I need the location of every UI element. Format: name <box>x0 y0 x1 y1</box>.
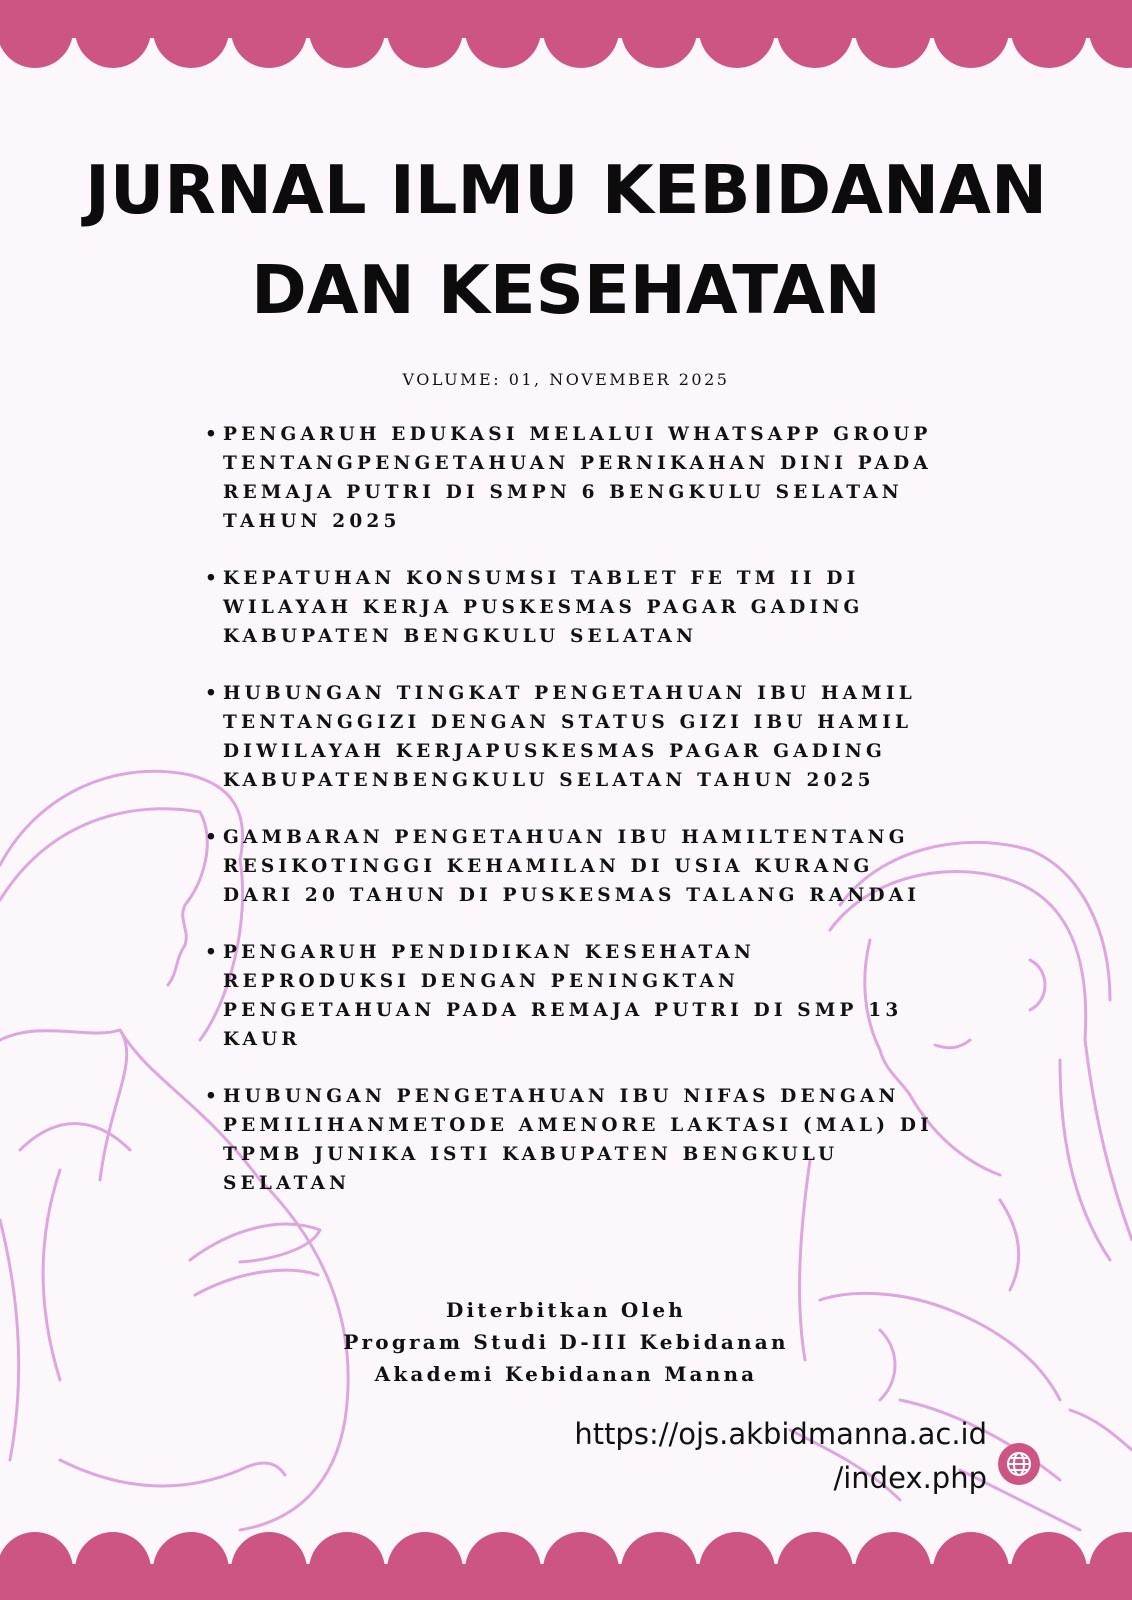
article-list <box>205 420 945 1226</box>
publisher-block <box>0 1294 1132 1390</box>
journal-url[interactable] <box>574 1412 987 1500</box>
article-title: KEPATUHAN KONSUMSI TABLET FE TM II DI WILAYAH KERJA PUSKESMAS PAGAR GADING KABUPATEN BENGKULU SELATAN <box>223 568 864 647</box>
top-scallop-border <box>0 0 1132 70</box>
journal-title-line-1: JURNAL ILMU KEBIDANAN <box>84 151 1048 229</box>
article-item <box>205 420 945 536</box>
bullet-icon: • <box>205 424 217 445</box>
bullet-icon: • <box>205 1086 217 1107</box>
bottom-scallop-border <box>0 1530 1132 1600</box>
bullet-icon: • <box>205 683 217 704</box>
volume-label: VOLUME: 01, NOVEMBER 2025 <box>402 370 730 389</box>
article-title: HUBUNGAN PENGETAHUAN IBU NIFAS DENGAN PEMILIHANMETODE AMENORE LAKTASI (MAL) DI TPMB JUNIKA ISTI KABUPATEN BENGKULU SELATAN <box>223 1086 933 1194</box>
journal-title-line-2: DAN KESEHATAN <box>251 251 881 329</box>
globe-icon[interactable] <box>998 1443 1040 1485</box>
publisher-line-3: Akademi Kebidanan Manna <box>374 1362 758 1386</box>
bullet-icon: • <box>205 942 217 963</box>
article-item <box>205 938 945 1054</box>
article-title: HUBUNGAN TINGKAT PENGETAHUAN IBU HAMIL TENTANGGIZI DENGAN STATUS GIZI IBU HAMIL DIWILAYAH KERJAPUSKESMAS PAGAR GADING KABUPATENBENGKULU SELATAN TAHUN 2025 <box>223 683 916 791</box>
publisher-line-2: Program Studi D-III Kebidanan <box>343 1330 789 1354</box>
article-item <box>205 679 945 795</box>
article-title: PENGARUH PENDIDIKAN KESEHATAN REPRODUKSI DENGAN PENINGKTAN PENGETAHUAN PADA REMAJA PUTRI DI SMP 13 KAUR <box>223 942 903 1050</box>
publisher-line-1: Diterbitkan Oleh <box>445 1298 687 1322</box>
journal-title <box>0 140 1132 340</box>
bullet-icon: • <box>205 568 217 589</box>
article-title: PENGARUH EDUKASI MELALUI WHATSAPP GROUP TENTANGPENGETAHUAN PERNIKAHAN DINI PADA REMAJA PUTRI DI SMPN 6 BENGKULU SELATAN TAHUN 2025 <box>223 424 932 532</box>
article-item <box>205 564 945 651</box>
article-item <box>205 1082 945 1198</box>
article-title: GAMBARAN PENGETAHUAN IBU HAMILTENTANG RESIKOTINGGI KEHAMILAN DI USIA KURANG DARI 20 TAHUN DI PUSKESMAS TALANG RANDAI <box>223 827 921 906</box>
journal-url-line-2[interactable]: /index.php <box>833 1461 987 1495</box>
bullet-icon: • <box>205 827 217 848</box>
journal-url-line-1[interactable]: https://ojs.akbidmanna.ac.id <box>574 1417 987 1451</box>
article-item <box>205 823 945 910</box>
